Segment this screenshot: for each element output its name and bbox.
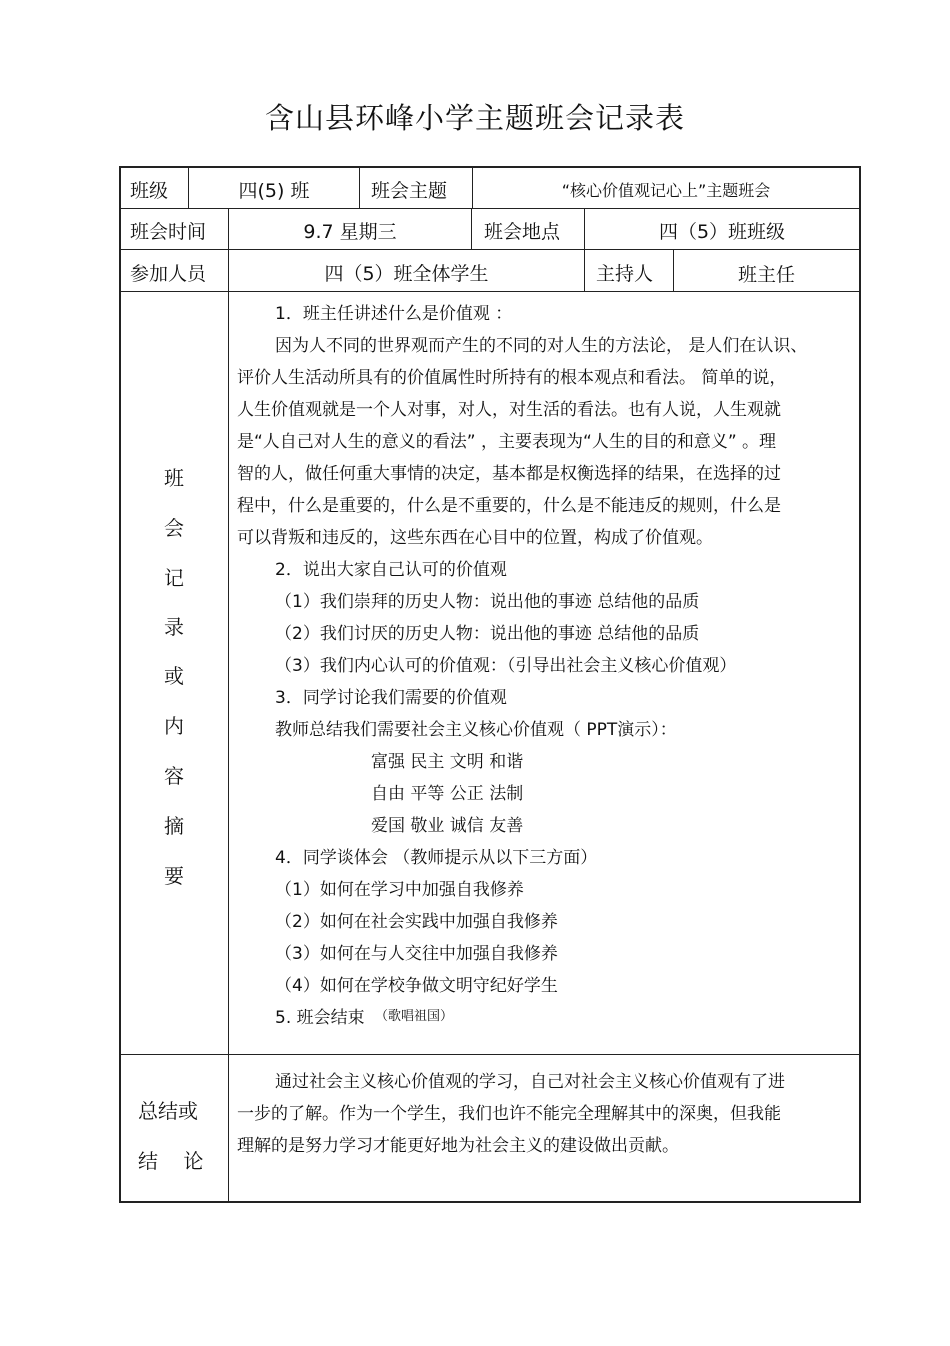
record-label-char: 会	[164, 516, 184, 540]
record-heading: 3．同学讨论我们需要的价值观	[275, 688, 507, 708]
record-line: （2）如何在社会实践中加强自我修养	[275, 912, 558, 932]
column-divider	[471, 208, 472, 249]
time-value: 9.7 星期三	[303, 221, 397, 243]
theme-value: “核心价值观记心上”主题班会	[561, 181, 771, 200]
column-divider	[359, 167, 360, 208]
record-line: （2）我们讨厌的历史人物：说出他的事迹 总结他的品质	[275, 624, 700, 644]
record-line: （3）如何在与人交往中加强自我修养	[275, 944, 558, 964]
record-line: 评价人生活动所具有的价值属性时所持有的根本观点和看法。 简单的说，	[237, 368, 787, 388]
record-line: （4）如何在学校争做文明守纪好学生	[275, 976, 558, 996]
values-line: 爱国 敬业 诚信 友善	[371, 816, 524, 836]
record-line: 程中，什么是重要的，什么是不重要的，什么是不能违反的规则，什么是	[237, 496, 781, 516]
record-label-char: 容	[164, 764, 184, 788]
record-label-char: 或	[164, 664, 184, 688]
column-divider	[584, 249, 585, 291]
record-heading: 5. 班会结束	[275, 1008, 365, 1028]
record-line: 因为人不同的世界观而产生的不同的对人生的方法论， 是人们在认识、	[275, 336, 808, 356]
record-label-char: 内	[164, 714, 184, 738]
record-label-char: 记	[164, 566, 184, 590]
class-label: 班级	[130, 180, 169, 202]
row-divider	[120, 291, 860, 292]
row-divider	[120, 249, 860, 250]
row-divider	[120, 1054, 860, 1055]
record-line: 智的人，做任何重大事情的决定，基本都是权衡选择的结果，在选择的过	[237, 464, 781, 484]
record-line: 人生价值观就是一个人对事，对人，对生活的看法。也有人说，人生观就	[237, 400, 781, 420]
theme-label: 班会主题	[371, 180, 448, 202]
page-title: 含山县环峰小学主题班会记录表	[264, 101, 685, 135]
place-label: 班会地点	[484, 221, 561, 243]
record-heading: 4．同学谈体会 （教师提示从以下三方面）	[275, 848, 598, 868]
column-divider	[228, 291, 229, 1202]
host-label: 主持人	[596, 263, 654, 285]
host-value: 班主任	[737, 264, 795, 286]
record-line: 是“人自己对人生的意义的看法” ，主要表现为“人生的目的和意义” 。理	[237, 432, 777, 452]
participants-value: 四（5）班全体学生	[324, 263, 489, 285]
record-label-char: 摘	[164, 814, 184, 838]
class-value: 四(5) 班	[238, 180, 310, 202]
values-line: 自由 平等 公正 法制	[371, 784, 524, 804]
record-heading: 1．班主任讲述什么是价值观 ：	[275, 304, 513, 324]
row-divider	[120, 208, 860, 209]
participants-label: 参加人员	[130, 263, 207, 285]
summary-line: 一步的了解。作为一个学生，我们也许不能完全理解其中的深奥，但我能	[237, 1104, 781, 1124]
place-value: 四（5）班班级	[658, 221, 786, 243]
record-line: 教师总结我们需要社会主义核心价值观（ PPT演示）：	[275, 720, 677, 740]
summary-line: 通过社会主义核心价值观的学习，自己对社会主义核心价值观有了进	[275, 1072, 785, 1092]
summary-label: 总结或	[138, 1099, 198, 1123]
record-line: （1）如何在学习中加强自我修养	[275, 880, 524, 900]
record-line: 可以背叛和违反的，这些东西在心目中的位置，构成了价值观。	[237, 528, 713, 548]
record-label-char: 要	[164, 864, 184, 888]
record-line: （1）我们崇拜的历史人物：说出他的事迹 总结他的品质	[275, 592, 700, 612]
record-heading: 2．说出大家自己认可的价值观	[275, 560, 507, 580]
summary-label: 结 论	[138, 1149, 204, 1173]
summary-line: 理解的是努力学习才能更好地为社会主义的建设做出贡献。	[237, 1136, 679, 1156]
record-note: （歌唱祖国）	[375, 1009, 454, 1024]
values-line: 富强 民主 文明 和谐	[371, 752, 524, 772]
time-label: 班会时间	[130, 221, 207, 243]
record-line: （3）我们内心认可的价值观：（引导出社会主义核心价值观）	[275, 656, 737, 676]
record-label-char: 班	[164, 466, 184, 490]
record-label-char: 录	[164, 615, 184, 639]
